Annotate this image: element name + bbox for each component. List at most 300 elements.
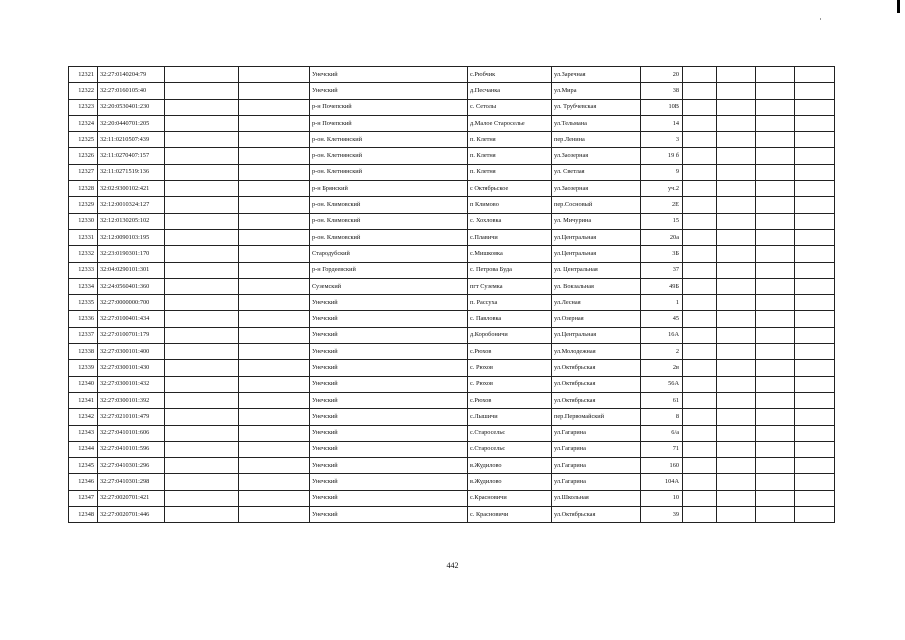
- extra-column-1-cell: [683, 278, 717, 294]
- extra-column-3-cell: [756, 83, 795, 99]
- district-cell: Унечский: [310, 376, 468, 392]
- extra-column-2-cell: [717, 409, 756, 425]
- extra-column-3-cell: [756, 409, 795, 425]
- cadastral-number-cell: 32:23:0190301:170: [98, 246, 165, 262]
- extra-column-2-cell: [717, 148, 756, 164]
- house-number-cell: 15: [641, 213, 683, 229]
- row-number-cell: 12332: [69, 246, 98, 262]
- row-number-cell: 12322: [69, 83, 98, 99]
- row-number-cell: 12328: [69, 181, 98, 197]
- extra-column-2-cell: [717, 132, 756, 148]
- extra-column-4-cell: [795, 327, 835, 343]
- cadastral-number-cell: 32:12:0090103:195: [98, 229, 165, 245]
- street-cell: ул. Центральная: [552, 262, 641, 278]
- table-row: [69, 148, 835, 164]
- table-row: [69, 229, 835, 245]
- street-cell: ул.Гагарина: [552, 474, 641, 490]
- cadastral-number-cell: 32:27:0300101:400: [98, 344, 165, 360]
- extra-column-2-cell: [717, 83, 756, 99]
- row-number-cell: 12330: [69, 213, 98, 229]
- empty-column-2-cell: [239, 246, 310, 262]
- extra-column-4-cell: [795, 409, 835, 425]
- extra-column-4-cell: [795, 441, 835, 457]
- extra-column-3-cell: [756, 458, 795, 474]
- extra-column-3-cell: [756, 229, 795, 245]
- house-number-cell: уч.2: [641, 181, 683, 197]
- cadastral-number-cell: 32:27:0300101:432: [98, 376, 165, 392]
- row-number-cell: 12336: [69, 311, 98, 327]
- extra-column-1-cell: [683, 197, 717, 213]
- extra-column-2-cell: [717, 99, 756, 115]
- table-row: [69, 344, 835, 360]
- district-cell: р-он. Климовский: [310, 197, 468, 213]
- settlement-cell: п Климово: [468, 197, 552, 213]
- settlement-cell: с.Красновичи: [468, 490, 552, 506]
- extra-column-1-cell: [683, 132, 717, 148]
- page-number: 442: [446, 561, 459, 570]
- street-cell: ул.Центральная: [552, 327, 641, 343]
- table-row: [69, 327, 835, 343]
- extra-column-4-cell: [795, 197, 835, 213]
- extra-column-3-cell: [756, 441, 795, 457]
- district-cell: Унечский: [310, 360, 468, 376]
- row-number-cell: 12338: [69, 344, 98, 360]
- settlement-cell: с. Красновичи: [468, 507, 552, 523]
- empty-column-1-cell: [165, 392, 239, 408]
- extra-column-3-cell: [756, 67, 795, 83]
- cadastral-number-cell: 32:27:0160105:40: [98, 83, 165, 99]
- extra-column-1-cell: [683, 311, 717, 327]
- extra-column-2-cell: [717, 458, 756, 474]
- empty-column-1-cell: [165, 376, 239, 392]
- street-cell: ул.Октябрьская: [552, 392, 641, 408]
- house-number-cell: 71: [641, 441, 683, 457]
- empty-column-1-cell: [165, 148, 239, 164]
- settlement-cell: д.Малое Староселье: [468, 115, 552, 131]
- extra-column-2-cell: [717, 262, 756, 278]
- extra-column-3-cell: [756, 262, 795, 278]
- extra-column-4-cell: [795, 458, 835, 474]
- empty-column-2-cell: [239, 344, 310, 360]
- settlement-cell: пгт Суземка: [468, 278, 552, 294]
- settlement-cell: с.Старосельє: [468, 441, 552, 457]
- extra-column-1-cell: [683, 246, 717, 262]
- house-number-cell: 3Б: [641, 246, 683, 262]
- settlement-cell: с.Рюбчик: [468, 67, 552, 83]
- extra-column-1-cell: [683, 295, 717, 311]
- cadastral-number-cell: 32:27:0020701:421: [98, 490, 165, 506]
- district-cell: р-он. Климовский: [310, 213, 468, 229]
- empty-column-2-cell: [239, 474, 310, 490]
- extra-column-1-cell: [683, 67, 717, 83]
- extra-column-1-cell: [683, 99, 717, 115]
- empty-column-2-cell: [239, 213, 310, 229]
- house-number-cell: 3: [641, 132, 683, 148]
- extra-column-2-cell: [717, 441, 756, 457]
- extra-column-4-cell: [795, 344, 835, 360]
- empty-column-2-cell: [239, 441, 310, 457]
- extra-column-3-cell: [756, 295, 795, 311]
- extra-column-4-cell: [795, 115, 835, 131]
- table-row: [69, 164, 835, 180]
- cadastral-number-cell: 32:24:0560401:360: [98, 278, 165, 294]
- extra-column-4-cell: [795, 262, 835, 278]
- house-number-cell: 39: [641, 507, 683, 523]
- extra-column-1-cell: [683, 392, 717, 408]
- empty-column-1-cell: [165, 197, 239, 213]
- district-cell: Унечский: [310, 67, 468, 83]
- cadastral-number-cell: 32:27:0140204:79: [98, 67, 165, 83]
- street-cell: ул. Вокзальная: [552, 278, 641, 294]
- cadastral-number-cell: 32:11:0270407:157: [98, 148, 165, 164]
- street-cell: ул.Заозерная: [552, 181, 641, 197]
- empty-column-1-cell: [165, 99, 239, 115]
- table-row: [69, 181, 835, 197]
- row-number-cell: 12345: [69, 458, 98, 474]
- empty-column-1-cell: [165, 344, 239, 360]
- extra-column-2-cell: [717, 392, 756, 408]
- settlement-cell: в.Жудилово: [468, 474, 552, 490]
- district-cell: Унечский: [310, 327, 468, 343]
- street-cell: ул.Школьная: [552, 490, 641, 506]
- street-cell: ул. Мичурина: [552, 213, 641, 229]
- empty-column-1-cell: [165, 458, 239, 474]
- row-number-cell: 12347: [69, 490, 98, 506]
- extra-column-2-cell: [717, 278, 756, 294]
- district-cell: Стародубский: [310, 246, 468, 262]
- extra-column-3-cell: [756, 507, 795, 523]
- extra-column-1-cell: [683, 490, 717, 506]
- extra-column-4-cell: [795, 246, 835, 262]
- row-number-cell: 12333: [69, 262, 98, 278]
- house-number-cell: 104А: [641, 474, 683, 490]
- extra-column-2-cell: [717, 213, 756, 229]
- table-row: [69, 311, 835, 327]
- table-row: [69, 197, 835, 213]
- house-number-cell: 20: [641, 67, 683, 83]
- extra-column-4-cell: [795, 67, 835, 83]
- extra-column-4-cell: [795, 278, 835, 294]
- empty-column-1-cell: [165, 132, 239, 148]
- empty-column-1-cell: [165, 507, 239, 523]
- empty-column-2-cell: [239, 507, 310, 523]
- house-number-cell: 49Б: [641, 278, 683, 294]
- row-number-cell: 12327: [69, 164, 98, 180]
- cadastral-number-cell: 32:11:0271519:136: [98, 164, 165, 180]
- table-row: [69, 83, 835, 99]
- extra-column-2-cell: [717, 246, 756, 262]
- extra-column-4-cell: [795, 148, 835, 164]
- empty-column-2-cell: [239, 115, 310, 131]
- district-cell: Унечский: [310, 507, 468, 523]
- empty-column-1-cell: [165, 474, 239, 490]
- district-cell: р-он. Клетнянский: [310, 132, 468, 148]
- empty-column-2-cell: [239, 490, 310, 506]
- settlement-cell: с. Хохловка: [468, 213, 552, 229]
- extra-column-1-cell: [683, 441, 717, 457]
- extra-column-3-cell: [756, 311, 795, 327]
- empty-column-2-cell: [239, 99, 310, 115]
- district-cell: Унечский: [310, 474, 468, 490]
- cadastral-number-cell: 32:27:0410301:296: [98, 458, 165, 474]
- cadastral-number-cell: 32:27:0000000:700: [98, 295, 165, 311]
- empty-column-1-cell: [165, 213, 239, 229]
- extra-column-2-cell: [717, 344, 756, 360]
- table-row: [69, 67, 835, 83]
- extra-column-3-cell: [756, 360, 795, 376]
- street-cell: ул.Озерная: [552, 311, 641, 327]
- row-number-cell: 12334: [69, 278, 98, 294]
- district-cell: р-он. Климовский: [310, 229, 468, 245]
- settlement-cell: с.Рюхов: [468, 344, 552, 360]
- extra-column-1-cell: [683, 474, 717, 490]
- table-row: [69, 360, 835, 376]
- district-cell: Унечский: [310, 458, 468, 474]
- settlement-cell: с. Петрова Буда: [468, 262, 552, 278]
- extra-column-4-cell: [795, 425, 835, 441]
- extra-column-3-cell: [756, 181, 795, 197]
- house-number-cell: 45: [641, 311, 683, 327]
- extra-column-2-cell: [717, 295, 756, 311]
- table-row: [69, 295, 835, 311]
- settlement-cell: д.Песчанка: [468, 83, 552, 99]
- house-number-cell: 16А: [641, 327, 683, 343]
- row-number-cell: 12335: [69, 295, 98, 311]
- extra-column-3-cell: [756, 99, 795, 115]
- row-number-cell: 12325: [69, 132, 98, 148]
- extra-column-1-cell: [683, 425, 717, 441]
- empty-column-1-cell: [165, 262, 239, 278]
- district-cell: Унечский: [310, 490, 468, 506]
- extra-column-2-cell: [717, 376, 756, 392]
- house-number-cell: 160: [641, 458, 683, 474]
- street-cell: ул. Светлая: [552, 164, 641, 180]
- settlement-cell: с.Плавичи: [468, 229, 552, 245]
- district-cell: Суземский: [310, 278, 468, 294]
- settlement-cell: с.Рюхов: [468, 392, 552, 408]
- extra-column-4-cell: [795, 376, 835, 392]
- empty-column-1-cell: [165, 278, 239, 294]
- extra-column-1-cell: [683, 458, 717, 474]
- district-cell: Унечский: [310, 392, 468, 408]
- extra-column-2-cell: [717, 360, 756, 376]
- empty-column-1-cell: [165, 327, 239, 343]
- extra-column-2-cell: [717, 425, 756, 441]
- extra-column-3-cell: [756, 164, 795, 180]
- empty-column-1-cell: [165, 490, 239, 506]
- extra-column-2-cell: [717, 115, 756, 131]
- cadastral-number-cell: 32:11:0210507:439: [98, 132, 165, 148]
- extra-column-4-cell: [795, 132, 835, 148]
- empty-column-1-cell: [165, 246, 239, 262]
- extra-column-3-cell: [756, 425, 795, 441]
- settlement-cell: с. Рюхов: [468, 376, 552, 392]
- empty-column-1-cell: [165, 360, 239, 376]
- extra-column-2-cell: [717, 327, 756, 343]
- extra-column-3-cell: [756, 327, 795, 343]
- extra-column-2-cell: [717, 197, 756, 213]
- extra-column-4-cell: [795, 164, 835, 180]
- settlement-cell: с. Сетолы: [468, 99, 552, 115]
- extra-column-1-cell: [683, 83, 717, 99]
- empty-column-2-cell: [239, 376, 310, 392]
- table-row: [69, 213, 835, 229]
- district-cell: р-н Почепский: [310, 115, 468, 131]
- cadastral-number-cell: 32:27:0210101:479: [98, 409, 165, 425]
- cadastral-number-cell: 32:27:0410101:606: [98, 425, 165, 441]
- street-cell: ул.Гагарина: [552, 425, 641, 441]
- extra-column-1-cell: [683, 262, 717, 278]
- extra-column-3-cell: [756, 474, 795, 490]
- extra-column-3-cell: [756, 246, 795, 262]
- table-row: [69, 115, 835, 131]
- table-row: [69, 425, 835, 441]
- extra-column-4-cell: [795, 295, 835, 311]
- property-register-table: [68, 66, 835, 523]
- table-row: [69, 409, 835, 425]
- empty-column-1-cell: [165, 164, 239, 180]
- house-number-cell: 2: [641, 344, 683, 360]
- row-number-cell: 12326: [69, 148, 98, 164]
- row-number-cell: 12321: [69, 67, 98, 83]
- extra-column-2-cell: [717, 507, 756, 523]
- extra-column-1-cell: [683, 213, 717, 229]
- row-number-cell: 12339: [69, 360, 98, 376]
- street-cell: пер.Сосновый: [552, 197, 641, 213]
- street-cell: ул.Октябрьская: [552, 507, 641, 523]
- table-row: [69, 474, 835, 490]
- table-body: [69, 67, 835, 523]
- row-number-cell: 12324: [69, 115, 98, 131]
- extra-column-2-cell: [717, 67, 756, 83]
- cadastral-number-cell: 32:27:0300101:392: [98, 392, 165, 408]
- extra-column-4-cell: [795, 392, 835, 408]
- empty-column-2-cell: [239, 327, 310, 343]
- street-cell: пер.Первомайский: [552, 409, 641, 425]
- cadastral-number-cell: 32:27:0410301:298: [98, 474, 165, 490]
- house-number-cell: 2Е: [641, 197, 683, 213]
- house-number-cell: 9: [641, 164, 683, 180]
- empty-column-2-cell: [239, 181, 310, 197]
- extra-column-3-cell: [756, 376, 795, 392]
- empty-column-2-cell: [239, 392, 310, 408]
- table-row: [69, 441, 835, 457]
- table-row: [69, 376, 835, 392]
- empty-column-2-cell: [239, 197, 310, 213]
- extra-column-3-cell: [756, 344, 795, 360]
- extra-column-1-cell: [683, 181, 717, 197]
- settlement-cell: п. Клетня: [468, 148, 552, 164]
- empty-column-2-cell: [239, 278, 310, 294]
- extra-column-3-cell: [756, 148, 795, 164]
- row-number-cell: 12343: [69, 425, 98, 441]
- extra-column-2-cell: [717, 311, 756, 327]
- row-number-cell: 12340: [69, 376, 98, 392]
- extra-column-1-cell: [683, 507, 717, 523]
- district-cell: Унечский: [310, 311, 468, 327]
- district-cell: Унечский: [310, 83, 468, 99]
- house-number-cell: 56А: [641, 376, 683, 392]
- extra-column-1-cell: [683, 376, 717, 392]
- settlement-cell: п. Рассуха: [468, 295, 552, 311]
- settlement-cell: п. Клетня: [468, 164, 552, 180]
- settlement-cell: с Октябрьское: [468, 181, 552, 197]
- extra-column-2-cell: [717, 490, 756, 506]
- row-number-cell: 12323: [69, 99, 98, 115]
- empty-column-1-cell: [165, 229, 239, 245]
- extra-column-3-cell: [756, 197, 795, 213]
- district-cell: Унечский: [310, 344, 468, 360]
- street-cell: ул.Октябрьская: [552, 376, 641, 392]
- extra-column-1-cell: [683, 344, 717, 360]
- extra-column-4-cell: [795, 83, 835, 99]
- empty-column-2-cell: [239, 67, 310, 83]
- house-number-cell: 14: [641, 115, 683, 131]
- cadastral-number-cell: 32:20:0530401:230: [98, 99, 165, 115]
- empty-column-1-cell: [165, 83, 239, 99]
- table-row: [69, 458, 835, 474]
- extra-column-1-cell: [683, 360, 717, 376]
- cadastral-number-cell: 32:12:0130205:102: [98, 213, 165, 229]
- empty-column-1-cell: [165, 311, 239, 327]
- table-row: [69, 278, 835, 294]
- empty-column-1-cell: [165, 115, 239, 131]
- house-number-cell: 20а: [641, 229, 683, 245]
- settlement-cell: п. Клетня: [468, 132, 552, 148]
- empty-column-2-cell: [239, 295, 310, 311]
- extra-column-4-cell: [795, 181, 835, 197]
- empty-column-1-cell: [165, 295, 239, 311]
- settlement-cell: с.Мишковка: [468, 246, 552, 262]
- extra-column-4-cell: [795, 490, 835, 506]
- scan-artifact: [820, 18, 821, 20]
- table-row: [69, 490, 835, 506]
- house-number-cell: 8: [641, 409, 683, 425]
- cadastral-number-cell: 32:04:0290101:301: [98, 262, 165, 278]
- settlement-cell: с. Павловка: [468, 311, 552, 327]
- row-number-cell: 12337: [69, 327, 98, 343]
- extra-column-3-cell: [756, 115, 795, 131]
- settlement-cell: в.Жудилово: [468, 458, 552, 474]
- district-cell: Унечский: [310, 295, 468, 311]
- extra-column-1-cell: [683, 148, 717, 164]
- empty-column-1-cell: [165, 181, 239, 197]
- empty-column-2-cell: [239, 458, 310, 474]
- street-cell: ул.Заозерная: [552, 148, 641, 164]
- extra-column-3-cell: [756, 213, 795, 229]
- row-number-cell: 12329: [69, 197, 98, 213]
- empty-column-2-cell: [239, 262, 310, 278]
- extra-column-4-cell: [795, 213, 835, 229]
- cadastral-number-cell: 32:12:0010324:127: [98, 197, 165, 213]
- street-cell: ул.Заречная: [552, 67, 641, 83]
- empty-column-2-cell: [239, 148, 310, 164]
- house-number-cell: 1: [641, 295, 683, 311]
- district-cell: р-н Гордеевский: [310, 262, 468, 278]
- district-cell: р-он. Клетнянский: [310, 164, 468, 180]
- table-row: [69, 99, 835, 115]
- settlement-cell: д.Коробоничи: [468, 327, 552, 343]
- extra-column-4-cell: [795, 99, 835, 115]
- house-number-cell: 10: [641, 490, 683, 506]
- house-number-cell: 38: [641, 83, 683, 99]
- extra-column-2-cell: [717, 229, 756, 245]
- cadastral-number-cell: 32:27:0020701:446: [98, 507, 165, 523]
- house-number-cell: 37: [641, 262, 683, 278]
- empty-column-2-cell: [239, 409, 310, 425]
- scan-edge-mark: [897, 0, 900, 13]
- settlement-cell: с.Лышичи: [468, 409, 552, 425]
